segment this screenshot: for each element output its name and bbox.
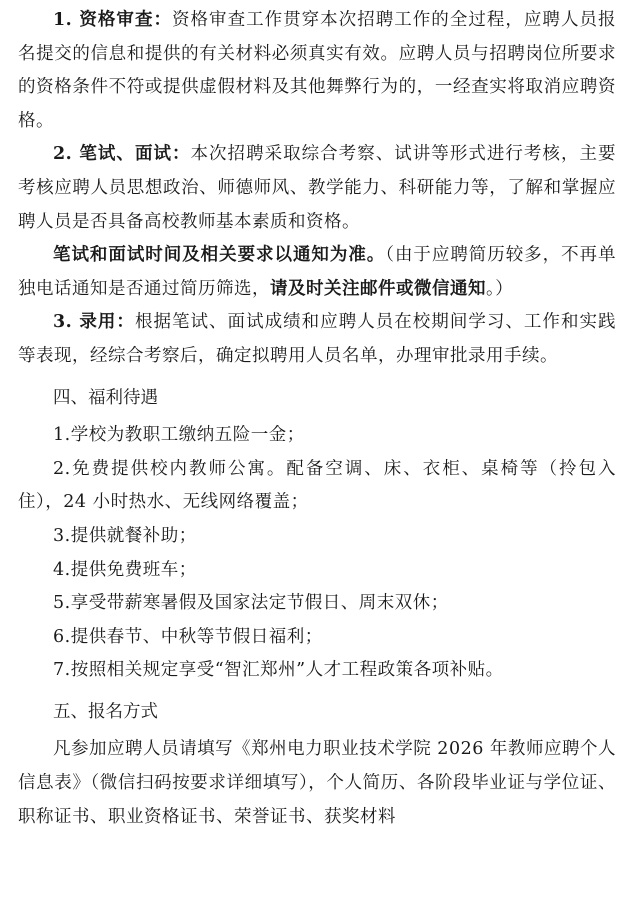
notice-end-text: 。）: [486, 278, 514, 299]
section-heading-benefits: 四、福利待遇: [53, 387, 158, 408]
notice-bold-text-2: 请及时关注邮件或微信通知: [270, 278, 486, 299]
benefits-list: [18, 419, 616, 688]
benefit-item: 1.学校为教职工缴纳五险一金；: [53, 425, 305, 446]
benefit-item: 3.提供就餐补助；: [53, 525, 197, 546]
benefit-item: 6.提供春节、中秋等节假日福利；: [53, 626, 323, 647]
paragraph-employment: [18, 306, 616, 373]
benefit-item: 4.提供免费班车；: [53, 559, 197, 580]
benefit-item: 2.免费提供校内教师公寓。配备空调、床、衣柜、桌椅等（拎包入住），24 小时热水、无线网络覆盖；: [18, 458, 616, 513]
written-interview-label: 2. 笔试、面试：: [53, 144, 191, 165]
notice-bold-text: 笔试和面试时间及相关要求以通知为准。: [53, 245, 386, 266]
paragraph-qualification-review: [18, 4, 616, 138]
written-interview-text: 本次招聘采取综合考察、试讲等形式进行考核，主要考核应聘人员思想政治、师德师风、教学能力、科研能力等，了解和掌握应聘人员是否具备高校教师基本素质和资格。: [18, 144, 616, 232]
qualification-review-label: 1. 资格审查：: [53, 10, 172, 30]
employment-label: 3. 录用：: [53, 312, 135, 333]
benefit-item: 5.享受带薪寒暑假及国家法定节假日、周末双休；: [53, 593, 449, 614]
qualification-review-text: 资格审查工作贯穿本次招聘工作的全过程，应聘人员报名提交的信息和提供的有关材料必须真实有效。应聘人员与招聘岗位所要求的资格条件不符或提供虚假材料及其他舞弊行为的，一经查实将取消应聘资格。: [18, 10, 616, 131]
paragraph-application-method: 凡参加应聘人员请填写《郑州电力职业技术学院 2026 年教师应聘个人信息表》（微信扫码按要求详细填写），个人简历、各阶段毕业证与学位证、职称证书、职业资格证书、荣誉证书、获奖材料: [18, 739, 616, 827]
notice-normal-text: （由于应聘简历较多，不再单独电话通知是否通过简历筛选，: [18, 245, 616, 299]
paragraph-written-interview: [18, 138, 616, 239]
section-heading-application: 五、报名方式: [53, 701, 158, 722]
benefit-item: 7.按照相关规定享受“智汇郑州”人才工程政策各项补贴。: [53, 660, 504, 681]
employment-text: 根据笔试、面试成绩和应聘人员在校期间学习、工作和实践等表现，经综合考察后，确定拟聘用人员名单，办理审批录用手续。: [18, 312, 616, 366]
paragraph-notice: [18, 239, 616, 306]
